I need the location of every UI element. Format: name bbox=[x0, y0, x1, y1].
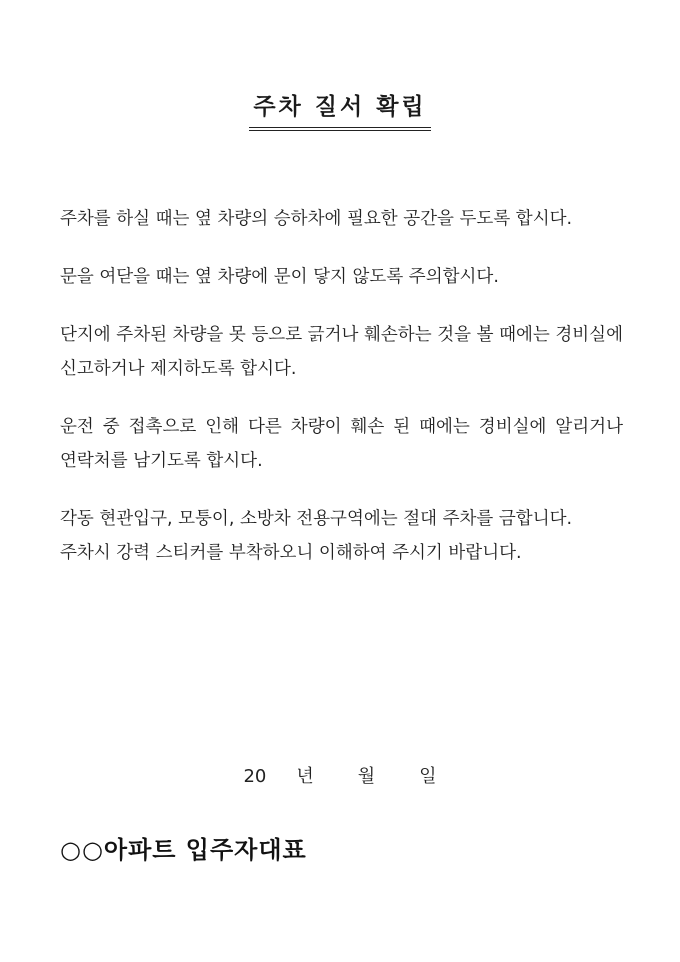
date-year-prefix: 20 bbox=[243, 766, 267, 787]
paragraph-sticker-notice: 주차시 강력 스티커를 부착하오니 이해하여 주시기 바랍니다. bbox=[60, 543, 522, 563]
paragraph-door-caution: 문을 여닫을 때는 옆 차량에 문이 닿지 않도록 주의합시다. bbox=[60, 267, 499, 287]
paragraph-report-damage: 단지에 주차된 차량을 못 등으로 긁거나 훼손하는 것을 볼 때에는 경비실에 신고하거나 제지하도록 합시다. bbox=[60, 325, 623, 379]
paragraph-contact-info: 운전 중 접촉으로 인해 다른 차량이 훼손 된 때에는 경비실에 알리거나 연락처를 남기도록 합시다. bbox=[60, 417, 623, 471]
date-month-unit: 월 bbox=[357, 766, 376, 787]
date-day-unit: 일 bbox=[419, 766, 437, 787]
title-container bbox=[0, 88, 680, 131]
signature-line: ○○아파트 입주자대표 bbox=[60, 836, 307, 864]
date-line bbox=[0, 762, 680, 788]
document-body bbox=[60, 202, 623, 570]
paragraph-no-parking-zones: 각동 현관입구, 모퉁이, 소방차 전용구역에는 절대 주차를 금합니다. bbox=[60, 509, 573, 529]
date-year-unit: 년 bbox=[296, 766, 314, 787]
paragraph-parking-space: 주차를 하실 때는 옆 차량의 승하차에 필요한 공간을 두도록 합시다. bbox=[60, 209, 573, 229]
document-title: 주차 질서 확립 bbox=[249, 88, 430, 131]
